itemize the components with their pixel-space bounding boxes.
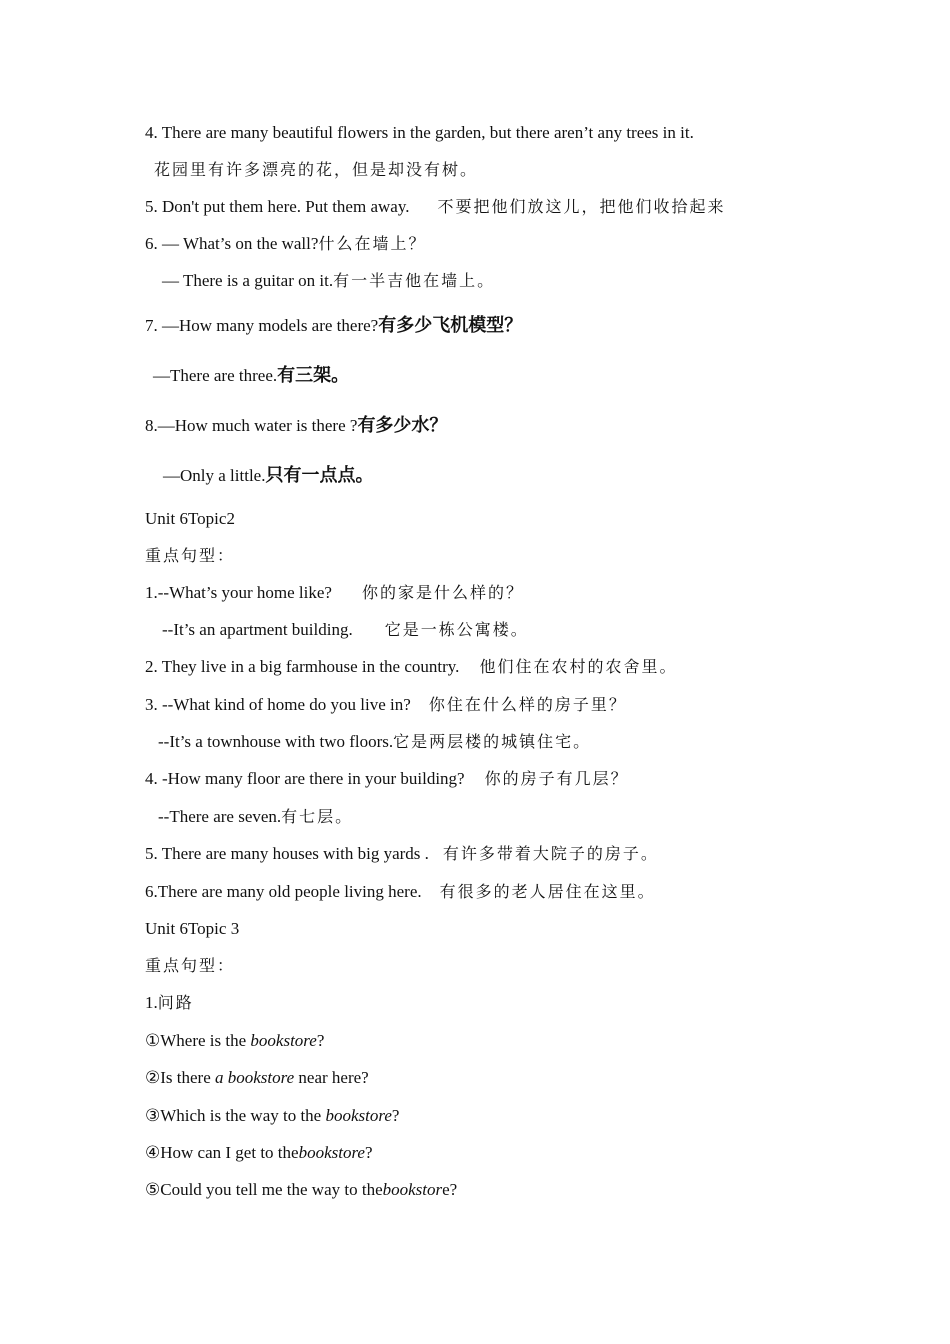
english-text: 6.There are many old people living here. bbox=[145, 882, 422, 901]
english-text: 4. -How many floor are there in your building? bbox=[145, 769, 465, 788]
chinese-text: 他们住在农村的农舍里。 bbox=[479, 657, 678, 676]
line-2 bbox=[154, 159, 478, 181]
english-text: —Only a little. bbox=[163, 466, 266, 485]
english-text: ? bbox=[391, 1106, 400, 1125]
line-17 bbox=[145, 768, 629, 790]
chinese-text: 只有一点点。 bbox=[265, 465, 374, 486]
line-5 bbox=[162, 270, 495, 292]
line-8 bbox=[145, 415, 447, 437]
english-text: 3. --What kind of home do you live in? bbox=[145, 695, 411, 714]
chinese-text: 重点句型： bbox=[145, 956, 236, 975]
line-14 bbox=[145, 656, 677, 678]
line-23 bbox=[145, 992, 194, 1014]
english-text: ? bbox=[364, 1143, 373, 1162]
line-16 bbox=[158, 731, 591, 753]
english-text: --It’s a townhouse with two floors. bbox=[158, 732, 394, 751]
line-1 bbox=[145, 122, 694, 144]
chinese-text: 问路 bbox=[157, 993, 194, 1012]
english-text: 1. bbox=[145, 993, 158, 1012]
english-text: near here? bbox=[294, 1068, 369, 1087]
line-27 bbox=[145, 1142, 373, 1164]
chinese-text: 有许多带着大院子的房子。 bbox=[442, 844, 659, 863]
line-19 bbox=[145, 843, 659, 865]
chinese-text: 你的房子有几层？ bbox=[484, 769, 629, 788]
english-text: 5. There are many houses with big yards . bbox=[145, 844, 429, 863]
english-text: —There are three. bbox=[153, 366, 278, 385]
chinese-text: 不要把他们放这儿，把他们收拾起来 bbox=[437, 197, 726, 216]
chinese-text: 有三架。 bbox=[277, 365, 350, 386]
italic-text: bookstore bbox=[250, 1031, 317, 1050]
english-text: ③Which is the way to the bbox=[145, 1106, 326, 1125]
section-heading-topic3 bbox=[145, 918, 239, 940]
english-text: 1.--What’s your home like? bbox=[145, 583, 332, 602]
english-text: ①Where is the bbox=[145, 1031, 251, 1050]
line-13 bbox=[162, 619, 529, 641]
line-15 bbox=[145, 694, 627, 716]
english-text: ④How can I get to the bbox=[145, 1143, 299, 1162]
chinese-text: 有七层。 bbox=[281, 807, 354, 826]
line-7 bbox=[153, 365, 349, 387]
chinese-text: 它是两层楼的城镇住宅。 bbox=[393, 732, 592, 751]
line-11 bbox=[145, 545, 235, 567]
english-text: ? bbox=[316, 1031, 325, 1050]
chinese-text: 你的家是什么样的？ bbox=[361, 583, 524, 602]
section-heading-topic2 bbox=[145, 508, 235, 530]
chinese-text: 有多少水？ bbox=[357, 415, 448, 436]
english-text: 4. There are many beautiful flowers in the garden, but there aren’t any trees in it. bbox=[145, 123, 694, 142]
italic-text: a bookstore bbox=[215, 1068, 295, 1087]
chinese-text: 什么在墙上？ bbox=[318, 234, 427, 253]
english-text: 6. — What’s on the wall? bbox=[145, 234, 319, 253]
line-26 bbox=[145, 1105, 399, 1127]
english-text: 2. They live in a big farmhouse in the country. bbox=[145, 657, 460, 676]
chinese-text: 有多少飞机模型？ bbox=[378, 315, 523, 336]
line-20 bbox=[145, 881, 656, 903]
italic-text: bookstore bbox=[325, 1106, 392, 1125]
english-text: e? bbox=[442, 1180, 458, 1199]
english-text: 5. Don't put them here. Put them away. bbox=[145, 197, 410, 216]
line-12 bbox=[145, 582, 524, 604]
line-25 bbox=[145, 1067, 369, 1089]
english-text: --There are seven. bbox=[158, 807, 282, 826]
line-24 bbox=[145, 1030, 324, 1052]
chinese-text: 重点句型： bbox=[145, 546, 236, 565]
chinese-text: 花园里有许多漂亮的花，但是却没有树。 bbox=[154, 160, 479, 179]
english-text: 7. —How many models are there? bbox=[145, 316, 379, 335]
line-28 bbox=[145, 1179, 457, 1201]
english-text: 8.—How much water is there ? bbox=[145, 416, 358, 435]
english-text: Unit 6Topic2 bbox=[145, 509, 235, 528]
italic-text: bookstore bbox=[298, 1143, 365, 1162]
line-6 bbox=[145, 315, 522, 337]
chinese-text: 有一半吉他在墙上。 bbox=[333, 271, 496, 290]
chinese-text: 你住在什么样的房子里？ bbox=[428, 695, 627, 714]
english-text: — There is a guitar on it. bbox=[162, 271, 334, 290]
english-text: ⑤Could you tell me the way to the bbox=[145, 1180, 383, 1199]
italic-text: bookstor bbox=[382, 1180, 443, 1199]
chinese-text: 有很多的老人居住在这里。 bbox=[439, 882, 656, 901]
english-text: Unit 6Topic 3 bbox=[145, 919, 240, 938]
chinese-text: 它是一栋公寓楼。 bbox=[384, 620, 529, 639]
line-3 bbox=[145, 196, 725, 218]
english-text: --It’s an apartment building. bbox=[162, 620, 353, 639]
line-4 bbox=[145, 233, 426, 255]
line-18 bbox=[158, 806, 353, 828]
line-9 bbox=[163, 465, 373, 487]
line-22 bbox=[145, 955, 235, 977]
english-text: ②Is there bbox=[145, 1068, 215, 1087]
